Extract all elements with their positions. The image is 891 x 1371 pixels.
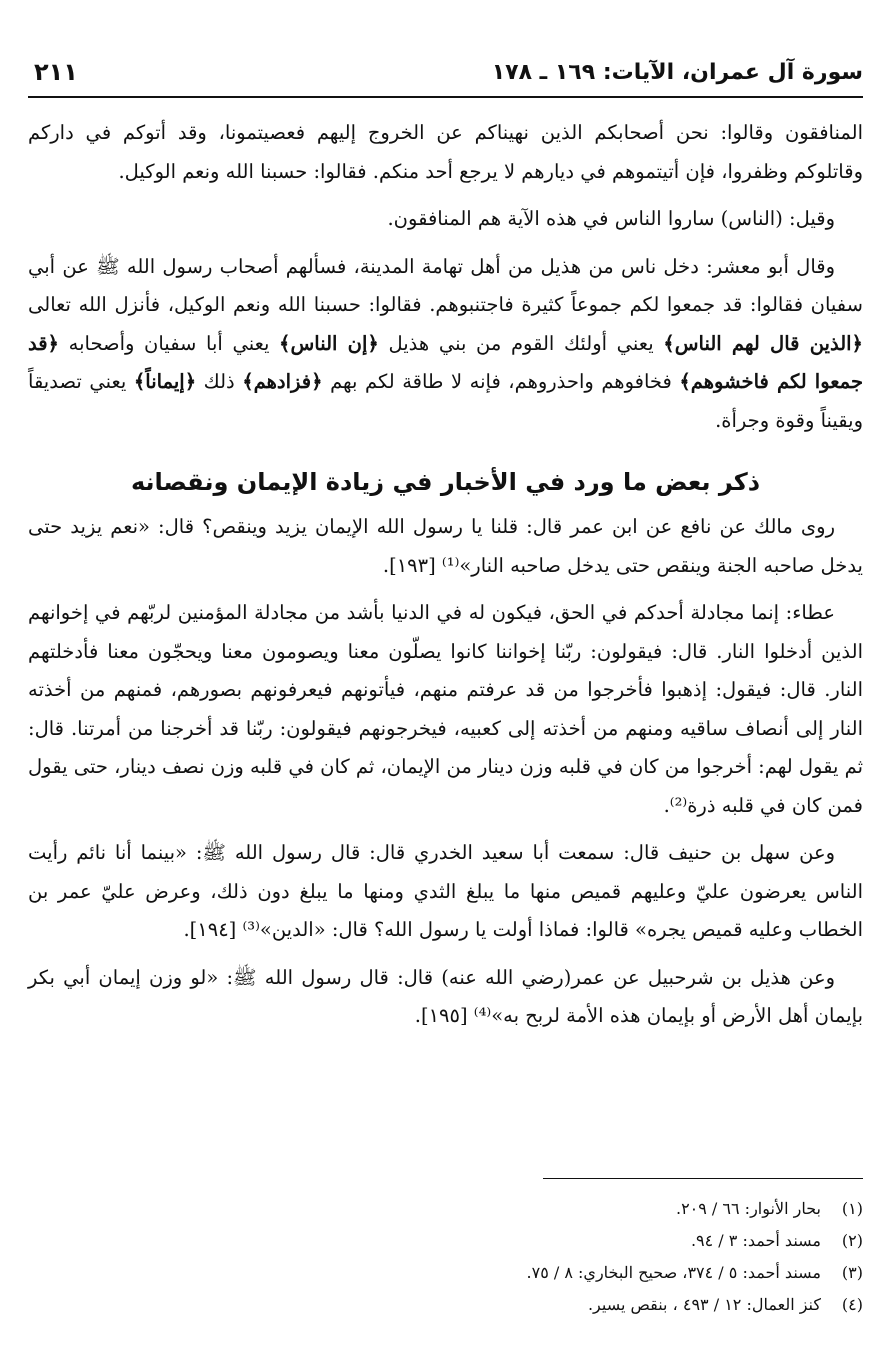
footnote-text: بحار الأنوار: ٦٦ / ٢٠٩.: [675, 1199, 821, 1218]
text-run: وقال أبو معشر: دخل ناس من هذيل من أهل تهامة المدينة، فسألهم أصحاب رسول الله ﷺ عن أبي سفيان فقالوا: قد جمعوا لكم جموعاً كثيرة فاجتنبوهم. فقالوا: حسبنا الله ونعم الوكيل، فأنزل الله تعالى: [28, 254, 863, 316]
footnote-number: (٣): [841, 1263, 863, 1282]
paragraph: روى مالك عن نافع عن ابن عمر قال: قلنا يا رسول الله الإيمان يزيد وينقص؟ قال: «نعم يزيد حتى يدخل صاحبه الجنة وينقص حتى يدخل صاحبه النار»⁽¹⁾ [١٩٣].: [28, 515, 863, 577]
footnote-text: كنز العمال: ١٢ / ٤٩٣ ، بنقص يسير.: [587, 1295, 821, 1314]
footnote-number: (٢): [841, 1231, 863, 1250]
paragraph: وعن سهل بن حنيف قال: سمعت أبا سعيد الخدري قال: قال رسول الله ﷺ: «بينما أنا نائم رأيت الناس يعرضون عليّ وعليهم قميص منها ما يبلغ الثدي ومنها ما يبلغ دون ذلك، وعرض عليّ عمر بن الخطاب وعليه قميص يجره» قالوا: فماذا أولت يا رسول الله؟ قال: «الدين»⁽³⁾ [١٩٤].: [28, 841, 863, 941]
footnote: [28, 1257, 863, 1289]
footnote-text: مسند أحمد: ٣ / ٩٤.: [690, 1231, 821, 1250]
paragraph: عطاء: إنما مجادلة أحدكم في الحق، فيكون له في الدنيا بأشد من مجادلة المؤمنين لربّهم في إخوانهم الذين أدخلوا النار. قال: فيقولون: ربّنا إخواننا كانوا يصلّون معنا ويصومون معنا ويحجّون معنا فأدخلتهم النار. قال: فيقول: إذهبوا فأخرجوا من قد عرفتم منهم، فيأتونهم فيعرفونهم بصورهم، فمنهم من أخذته النار إلى أنصاف ساقيه ومنهم من أخذته إلى كعبيه، فيخرجونهم فيقولون: ربّنا قد أخرجنا من أمرتنا. قال: ثم يقول لهم: أخرجوا من كان في قلبه وزن دينار من الإيمان، ثم كان في قلبه وزن نصف دينار، حتى يقول فمن كان في قلبه ذرة⁽²⁾.: [28, 601, 863, 817]
paragraph: المنافقون وقالوا: نحن أصحابكم الذين نهيناكم عن الخروج إليهم فعصيتمونا، وقد أتوكم في داركم وقاتلوكم وظفروا، فإن أتيتموهم في ديارهم لا يرجع أحد منكم. فقالوا: حسبنا الله ونعم الوكيل.: [28, 121, 863, 183]
quran-quote: ﴿فزادهم﴾: [242, 370, 323, 393]
paragraph: وعن هذيل بن شرحبيل عن عمر(رضي الله عنه) قال: قال رسول الله ﷺ: «لو وزن إيمان أبي بكر بإيمان أهل الأرض أو بإيمان هذه الأمة لربح به»⁽⁴⁾ [١٩٥].: [28, 965, 863, 1027]
footnote: [28, 1289, 863, 1321]
paragraph: وقيل: (الناس) ساروا الناس في هذه الآية هم المنافقون.: [387, 207, 835, 230]
text-run: يعني تصديقاً ويقيناً وقوة وجرأة.: [28, 370, 863, 432]
quran-quote: ﴿الذين قال لهم الناس﴾: [663, 331, 863, 355]
running-title: سورة آل عمران، الآيات: ١٦٩ ـ ١٧٨: [491, 60, 863, 85]
text-run: يعني أولئك القوم من بني هذيل: [378, 331, 664, 355]
footnote-number: (١): [841, 1199, 863, 1218]
text-run: فخافوهم واحذروهم، فإنه لا طاقة لكم بهم: [322, 370, 680, 393]
footnote-divider: [543, 1178, 863, 1179]
footnote-text: مسند أحمد: ٥ / ٣٧٤، صحيح البخاري: ٨ / ٧٥.: [526, 1263, 821, 1282]
footnotes: [28, 1178, 863, 1321]
text-run: ذلك: [196, 370, 243, 393]
footnote: [28, 1225, 863, 1257]
quran-quote: ﴿قد جمعوا لكم فاخشوهم﴾: [28, 331, 863, 393]
quran-quote: ﴿إيماناً﴾: [133, 370, 197, 393]
page-header: [28, 58, 863, 98]
quran-quote: ﴿إن الناس﴾: [279, 331, 379, 355]
page-body: [28, 114, 863, 1045]
page-number: ٢١١: [34, 58, 78, 86]
header-divider: [28, 96, 863, 98]
text-run: يعني أبا سفيان وأصحابه: [58, 331, 280, 355]
footnote: [28, 1193, 863, 1225]
section-heading: ذكر بعض ما ورد في الأخبار في زيادة الإيمان ونقصانه: [130, 468, 761, 496]
paragraph: [28, 248, 863, 441]
footnote-number: (٤): [841, 1295, 863, 1314]
